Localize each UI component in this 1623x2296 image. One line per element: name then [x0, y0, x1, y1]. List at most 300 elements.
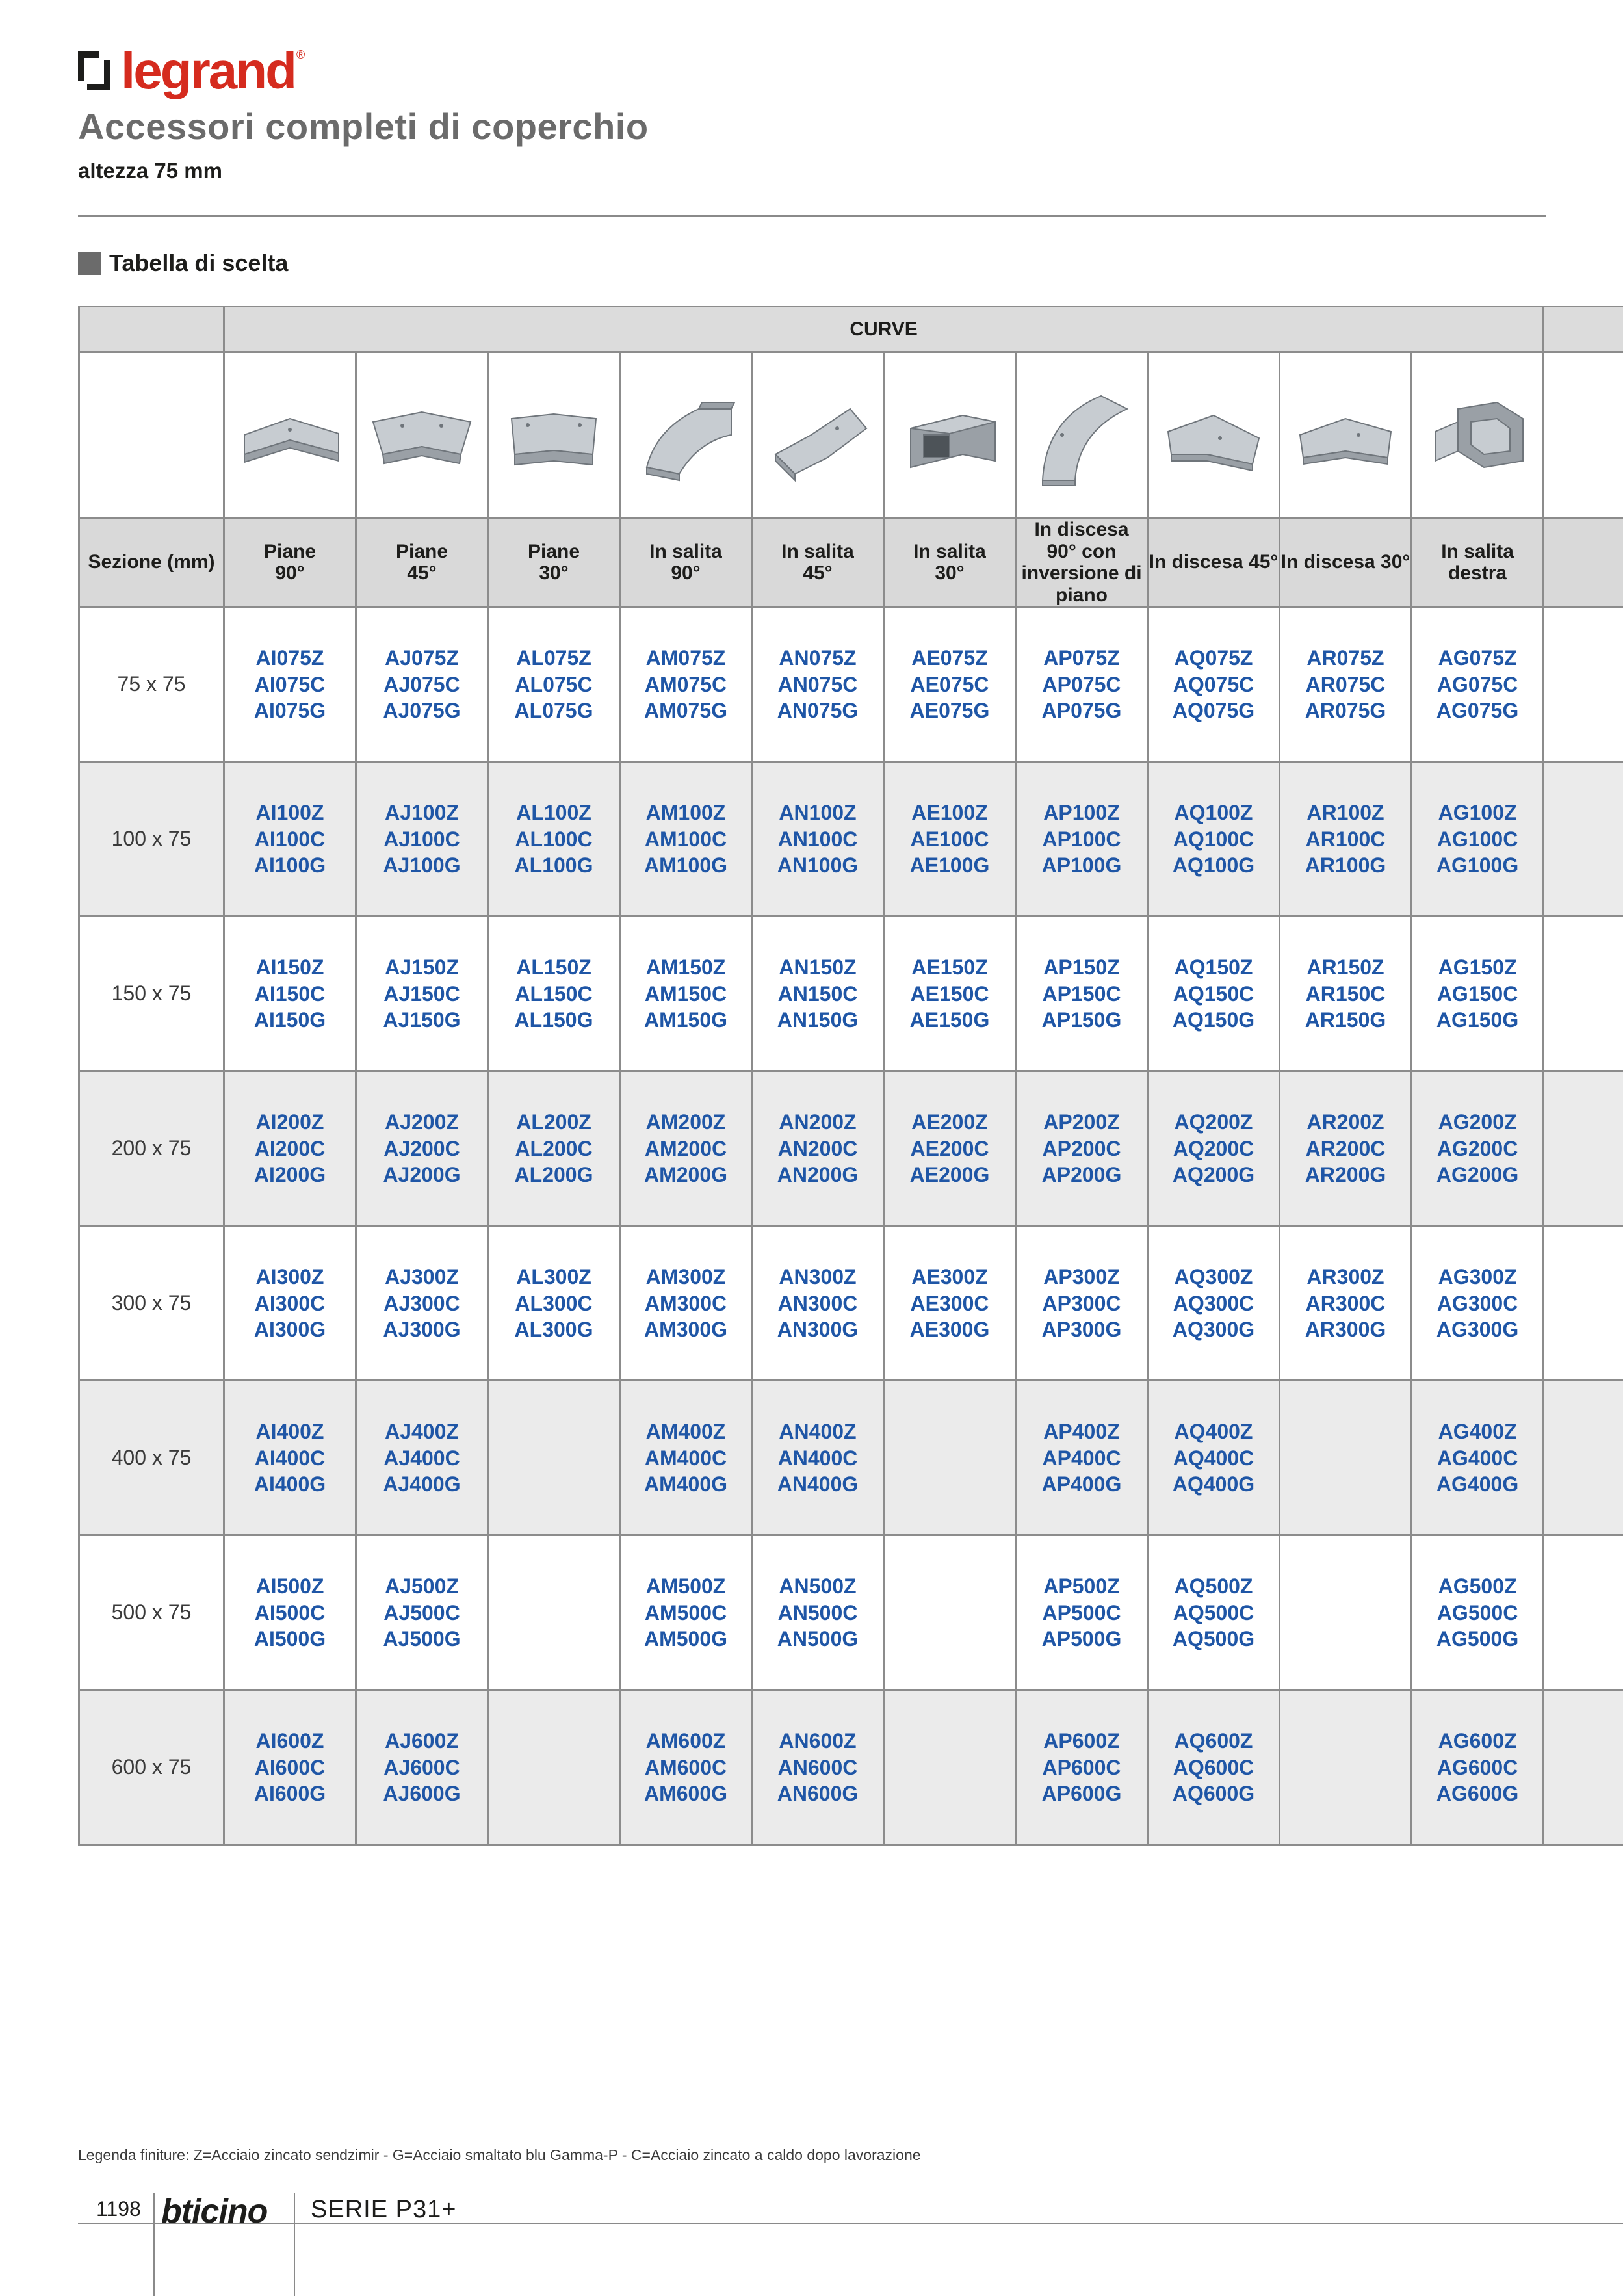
product-code[interactable]: AE150G — [909, 1008, 990, 1032]
product-code[interactable]: AQ600G — [1172, 1782, 1255, 1806]
product-code[interactable]: AM400C — [644, 1446, 727, 1470]
product-code[interactable]: AN200G — [777, 1163, 859, 1187]
product-code[interactable]: AG100C — [1436, 827, 1518, 851]
product-code[interactable]: AI500C — [254, 1600, 326, 1624]
extra-data-cell — [1544, 762, 1623, 917]
code-cell — [620, 1381, 752, 1535]
extra-data-cell — [1544, 1535, 1623, 1690]
code-cell — [224, 1690, 356, 1845]
product-code[interactable]: AM400Z — [645, 1419, 726, 1443]
product-code[interactable]: AQ400G — [1172, 1472, 1255, 1496]
code-cell — [1016, 762, 1148, 917]
product-code[interactable]: AN600Z — [779, 1729, 857, 1753]
product-code[interactable]: AP500Z — [1043, 1574, 1120, 1598]
product-code[interactable]: AP150G — [1041, 1008, 1122, 1032]
product-code[interactable]: AG075Z — [1438, 646, 1517, 670]
product-code[interactable]: AI150C — [254, 982, 326, 1006]
product-code[interactable]: AJ600G — [383, 1782, 461, 1806]
product-code[interactable]: AR200G — [1305, 1163, 1386, 1187]
product-code[interactable]: AJ075Z — [385, 646, 459, 670]
product-code[interactable]: AM300G — [643, 1318, 728, 1342]
product-code[interactable]: AR100G — [1305, 854, 1386, 878]
code-cell — [356, 607, 488, 762]
product-code[interactable]: AN500C — [777, 1600, 858, 1624]
product-code[interactable]: AL150Z — [516, 955, 591, 979]
product-code[interactable]: AR300C — [1305, 1291, 1386, 1315]
product-code[interactable]: AI100C — [254, 827, 326, 851]
product-code[interactable]: AL150C — [515, 982, 593, 1006]
product-code[interactable]: AJ100C — [383, 827, 460, 851]
product-code[interactable]: AE300C — [910, 1291, 989, 1315]
code-cell — [1412, 1381, 1544, 1535]
product-code[interactable]: AJ150Z — [385, 955, 459, 979]
product-code[interactable]: AL200G — [514, 1163, 593, 1187]
sezione-cell: 400 x 75 — [79, 1381, 224, 1535]
product-code[interactable]: AG150Z — [1438, 955, 1517, 979]
product-code[interactable]: AJ500G — [383, 1627, 461, 1651]
product-code[interactable]: AI200G — [253, 1163, 326, 1187]
product-code[interactable]: AM300C — [644, 1291, 727, 1315]
product-code[interactable]: AP500C — [1042, 1600, 1121, 1624]
brand-name: legrand — [121, 42, 295, 99]
product-code[interactable]: AR075C — [1305, 672, 1386, 696]
product-code[interactable]: AI075Z — [255, 646, 324, 670]
flat-30-elbow-icon — [489, 383, 619, 487]
product-code[interactable]: AN300C — [777, 1291, 858, 1315]
product-code[interactable]: AJ500Z — [385, 1574, 459, 1598]
product-code[interactable]: AE075C — [910, 672, 989, 696]
product-code[interactable]: AL200Z — [516, 1110, 591, 1134]
product-code[interactable]: AL075G — [514, 699, 593, 723]
sezione-cell: 500 x 75 — [79, 1535, 224, 1690]
product-code[interactable]: AM075Z — [645, 646, 726, 670]
code-cell — [1280, 1690, 1412, 1845]
product-code[interactable]: AN400G — [777, 1472, 859, 1496]
product-code[interactable]: AL200C — [515, 1136, 593, 1160]
product-code[interactable]: AL100G — [514, 854, 593, 878]
product-code[interactable]: AN100C — [777, 827, 858, 851]
product-code[interactable]: AR100C — [1305, 827, 1386, 851]
product-code[interactable]: AJ200G — [383, 1163, 461, 1187]
legrand-mark-icon — [78, 51, 114, 90]
product-code[interactable]: AN150C — [777, 982, 858, 1006]
product-code[interactable]: AJ300G — [383, 1318, 461, 1342]
product-code[interactable]: AE150C — [910, 982, 989, 1006]
product-code[interactable]: AN300Z — [779, 1264, 857, 1288]
product-code[interactable]: AQ500Z — [1174, 1574, 1253, 1598]
product-code[interactable]: AQ300C — [1173, 1291, 1254, 1315]
sezione-cell: 100 x 75 — [79, 762, 224, 917]
product-code[interactable]: AP400C — [1042, 1446, 1121, 1470]
code-cell — [1016, 1226, 1148, 1381]
code-cell — [884, 1071, 1016, 1226]
product-code[interactable]: AI100Z — [255, 800, 324, 824]
product-code[interactable]: AN200Z — [779, 1110, 857, 1134]
product-code[interactable]: AR200C — [1305, 1136, 1386, 1160]
product-code[interactable]: AG075G — [1436, 699, 1519, 723]
product-code[interactable]: AE200G — [909, 1163, 990, 1187]
product-code[interactable]: AN075C — [777, 672, 858, 696]
column-label: In discesa 30° — [1280, 518, 1412, 607]
product-code[interactable]: AN150G — [777, 1008, 859, 1032]
code-cell — [1280, 1535, 1412, 1690]
product-code[interactable]: AG100Z — [1438, 800, 1517, 824]
product-code[interactable]: AR300Z — [1306, 1264, 1384, 1288]
product-code[interactable]: AI400Z — [255, 1419, 324, 1443]
page-subtitle: altezza 75 mm — [78, 159, 222, 183]
product-code[interactable]: AI300G — [253, 1318, 326, 1342]
product-code[interactable]: AP200G — [1041, 1163, 1122, 1187]
product-code[interactable]: AR075Z — [1306, 646, 1384, 670]
product-code[interactable]: AR075G — [1305, 699, 1386, 723]
code-cell — [752, 607, 884, 762]
product-code[interactable]: AG400Z — [1438, 1419, 1517, 1443]
product-code[interactable]: AQ200G — [1172, 1163, 1255, 1187]
product-code[interactable]: AM400G — [643, 1472, 728, 1496]
product-image-cell — [620, 352, 752, 518]
product-code[interactable]: AJ100G — [383, 854, 461, 878]
product-code[interactable]: AJ400C — [383, 1446, 460, 1470]
outside-riser-90-inversion-icon — [1017, 383, 1147, 487]
product-code[interactable]: AM200Z — [645, 1110, 726, 1134]
product-code[interactable]: AI075G — [253, 699, 326, 723]
product-code[interactable]: AG400G — [1436, 1472, 1519, 1496]
product-code[interactable]: AQ600Z — [1174, 1729, 1253, 1753]
section-title: Tabella di scelta — [109, 250, 289, 276]
product-code[interactable]: AE100Z — [911, 800, 988, 824]
product-code[interactable]: AI300Z — [255, 1264, 324, 1288]
product-code[interactable]: AI300C — [254, 1291, 326, 1315]
product-code[interactable]: AG200C — [1436, 1136, 1518, 1160]
outside-riser-45-icon — [1149, 383, 1279, 487]
product-code[interactable]: AP075C — [1042, 672, 1121, 696]
code-cell — [752, 917, 884, 1071]
product-code[interactable]: AQ100C — [1173, 827, 1254, 851]
table-row — [79, 762, 1623, 917]
product-code[interactable]: AP300G — [1041, 1318, 1122, 1342]
product-code[interactable]: AG100G — [1436, 854, 1519, 878]
product-code[interactable]: AN600C — [777, 1755, 858, 1779]
product-code[interactable]: AQ075Z — [1174, 646, 1253, 670]
product-code[interactable]: AE100G — [909, 854, 990, 878]
code-cell — [752, 762, 884, 917]
product-code[interactable]: AP075Z — [1043, 646, 1120, 670]
product-code[interactable]: AG600G — [1436, 1782, 1519, 1806]
product-code[interactable]: AR150C — [1305, 982, 1386, 1006]
product-code[interactable]: AG200G — [1436, 1163, 1519, 1187]
code-cell — [620, 1226, 752, 1381]
product-code[interactable]: AJ200C — [383, 1136, 460, 1160]
product-code[interactable]: AR150Z — [1306, 955, 1384, 979]
extra-data-cell — [1544, 917, 1623, 1071]
legrand-logo — [78, 44, 305, 98]
product-code[interactable]: AI200C — [254, 1136, 326, 1160]
product-code[interactable]: AJ600Z — [385, 1729, 459, 1753]
product-code[interactable]: AP150C — [1042, 982, 1121, 1006]
product-code[interactable]: AL300C — [515, 1291, 593, 1315]
product-code[interactable]: AL075Z — [516, 646, 591, 670]
code-cell — [1016, 1690, 1148, 1845]
product-code[interactable]: AP075G — [1041, 699, 1122, 723]
product-code[interactable]: AN500G — [777, 1627, 859, 1651]
extra-header-cell — [1544, 307, 1623, 352]
product-code[interactable]: AG300C — [1436, 1291, 1518, 1315]
product-code[interactable]: AE300G — [909, 1318, 990, 1342]
product-code[interactable]: AN500Z — [779, 1574, 857, 1598]
product-code[interactable]: AG150C — [1436, 982, 1518, 1006]
product-code[interactable]: AL075C — [515, 672, 593, 696]
inside-riser-90-icon — [621, 383, 751, 487]
product-code[interactable]: AP400Z — [1043, 1419, 1120, 1443]
code-cell — [1412, 1535, 1544, 1690]
product-code[interactable]: AM600C — [644, 1755, 727, 1779]
product-code[interactable]: AQ400Z — [1174, 1419, 1253, 1443]
code-cell — [1280, 917, 1412, 1071]
product-code[interactable]: AI075C — [254, 672, 326, 696]
product-code[interactable]: AE200Z — [911, 1110, 988, 1134]
product-code[interactable]: AJ100Z — [385, 800, 459, 824]
product-code[interactable]: AN100Z — [779, 800, 857, 824]
product-code[interactable]: AQ600C — [1173, 1755, 1254, 1779]
table-row — [79, 1381, 1623, 1535]
product-code[interactable]: AM150G — [643, 1008, 728, 1032]
extra-data-cell — [1544, 1071, 1623, 1226]
product-code[interactable]: AP600C — [1042, 1755, 1121, 1779]
product-code[interactable]: AG075C — [1436, 672, 1518, 696]
product-code[interactable]: AM075C — [644, 672, 727, 696]
product-code[interactable]: AR200Z — [1306, 1110, 1384, 1134]
product-code[interactable]: AG400C — [1436, 1446, 1518, 1470]
code-cell — [224, 1226, 356, 1381]
product-code[interactable]: AQ200Z — [1174, 1110, 1253, 1134]
product-code[interactable]: AJ400G — [383, 1472, 461, 1496]
product-code[interactable]: AL300Z — [516, 1264, 591, 1288]
code-cell — [1412, 607, 1544, 762]
product-code[interactable]: AI600Z — [255, 1729, 324, 1753]
extra-image-cell — [1544, 352, 1623, 518]
code-cell — [488, 1381, 620, 1535]
product-code[interactable]: AG500Z — [1438, 1574, 1517, 1598]
code-cell — [884, 1381, 1016, 1535]
product-code[interactable]: AG600Z — [1438, 1729, 1517, 1753]
product-code[interactable]: AQ300G — [1172, 1318, 1255, 1342]
product-code[interactable]: AI400C — [254, 1446, 326, 1470]
product-code[interactable]: AL100C — [515, 827, 593, 851]
code-cell — [752, 1690, 884, 1845]
product-code[interactable]: AG300Z — [1438, 1264, 1517, 1288]
product-code[interactable]: AJ075C — [383, 672, 460, 696]
column-label: Piane 90° — [224, 518, 356, 607]
product-code[interactable]: AJ500C — [383, 1600, 460, 1624]
product-code[interactable]: AM100Z — [645, 800, 726, 824]
table-row — [79, 1071, 1623, 1226]
product-code[interactable]: AJ075G — [383, 699, 461, 723]
code-cell — [752, 1381, 884, 1535]
product-code[interactable]: AJ600C — [383, 1755, 460, 1779]
product-code[interactable]: AN600G — [777, 1782, 859, 1806]
product-code[interactable]: AG200Z — [1438, 1110, 1517, 1134]
product-code[interactable]: AM150C — [644, 982, 727, 1006]
product-code[interactable]: AR300G — [1305, 1318, 1386, 1342]
product-code[interactable]: AN400Z — [779, 1419, 857, 1443]
product-code[interactable]: AM100G — [643, 854, 728, 878]
code-cell — [1412, 1690, 1544, 1845]
product-code[interactable]: AQ200C — [1173, 1136, 1254, 1160]
right-riser-icon — [1412, 383, 1542, 487]
product-code[interactable]: AM200G — [643, 1163, 728, 1187]
product-code[interactable]: AQ100Z — [1174, 800, 1253, 824]
column-label: In salita destra — [1412, 518, 1544, 607]
code-cell — [620, 1535, 752, 1690]
product-code[interactable]: AN400C — [777, 1446, 858, 1470]
product-code[interactable]: AE100C — [910, 827, 989, 851]
product-code[interactable]: AM500C — [644, 1600, 727, 1624]
sezione-cell: 200 x 75 — [79, 1071, 224, 1226]
product-code[interactable]: AP400G — [1041, 1472, 1122, 1496]
product-code[interactable]: AG300G — [1436, 1318, 1519, 1342]
product-code[interactable]: AQ100G — [1172, 854, 1255, 878]
sezione-cell: 150 x 75 — [79, 917, 224, 1071]
code-cell — [488, 762, 620, 917]
code-cell — [884, 762, 1016, 917]
product-code[interactable]: AI150G — [253, 1008, 326, 1032]
code-cell — [1412, 762, 1544, 917]
product-code[interactable]: AM075G — [643, 699, 728, 723]
product-code[interactable]: AL300G — [514, 1318, 593, 1342]
extra-data-cell — [1544, 1226, 1623, 1381]
product-code[interactable]: AJ150G — [383, 1008, 461, 1032]
product-code[interactable]: AI400G — [253, 1472, 326, 1496]
product-code[interactable]: AQ075C — [1173, 672, 1254, 696]
product-code[interactable]: AM200C — [644, 1136, 727, 1160]
product-code[interactable]: AI600G — [253, 1782, 326, 1806]
product-code[interactable]: AR150G — [1305, 1008, 1386, 1032]
code-cell — [1148, 1690, 1280, 1845]
product-code[interactable]: AI500G — [253, 1627, 326, 1651]
product-code[interactable]: AM600G — [643, 1782, 728, 1806]
flat-90-elbow-icon — [225, 383, 355, 487]
product-code[interactable]: AQ150Z — [1174, 955, 1253, 979]
product-code[interactable]: AJ300C — [383, 1291, 460, 1315]
product-code[interactable]: AL100Z — [516, 800, 591, 824]
product-code[interactable]: AQ150C — [1173, 982, 1254, 1006]
code-cell — [884, 1690, 1016, 1845]
product-code[interactable]: AP300C — [1042, 1291, 1121, 1315]
product-image-cell — [1016, 352, 1148, 518]
product-code[interactable]: AI500Z — [255, 1574, 324, 1598]
footer-separator — [294, 2193, 295, 2296]
column-label-row — [79, 518, 1623, 607]
product-code[interactable]: AM150Z — [645, 955, 726, 979]
product-code[interactable]: AN075Z — [779, 646, 857, 670]
product-code[interactable]: AM500G — [643, 1627, 728, 1651]
product-code[interactable]: AJ150C — [383, 982, 460, 1006]
sezione-cell: 600 x 75 — [79, 1690, 224, 1845]
product-code[interactable]: AP200C — [1042, 1136, 1121, 1160]
column-label: In salita 45° — [752, 518, 884, 607]
product-code[interactable]: AM600Z — [645, 1729, 726, 1753]
code-cell — [1016, 607, 1148, 762]
section-square-icon — [78, 252, 101, 275]
product-code[interactable]: AQ500C — [1173, 1600, 1254, 1624]
product-code[interactable]: AP600Z — [1043, 1729, 1120, 1753]
code-cell — [620, 607, 752, 762]
group-header-row — [79, 307, 1623, 352]
product-code[interactable]: AM300Z — [645, 1264, 726, 1288]
column-label: In discesa 90° con inversione di piano — [1016, 518, 1148, 607]
code-cell — [884, 1535, 1016, 1690]
product-code[interactable]: AN150Z — [779, 955, 857, 979]
product-code[interactable]: AQ150G — [1172, 1008, 1255, 1032]
product-code[interactable]: AN200C — [777, 1136, 858, 1160]
product-code[interactable]: AP300Z — [1043, 1264, 1120, 1288]
code-cell — [1148, 607, 1280, 762]
product-code[interactable]: AQ400C — [1173, 1446, 1254, 1470]
code-cell — [1148, 917, 1280, 1071]
product-code[interactable]: AE200C — [910, 1136, 989, 1160]
product-code[interactable]: AR100Z — [1306, 800, 1384, 824]
product-code[interactable]: AG150G — [1436, 1008, 1519, 1032]
product-code[interactable]: AJ400Z — [385, 1419, 459, 1443]
product-code[interactable]: AG600C — [1436, 1755, 1518, 1779]
code-cell — [356, 1690, 488, 1845]
product-code[interactable]: AL150G — [514, 1008, 593, 1032]
code-cell — [356, 1381, 488, 1535]
code-cell — [1280, 1226, 1412, 1381]
code-cell — [884, 917, 1016, 1071]
table-row — [79, 607, 1623, 762]
product-code[interactable]: AI150Z — [255, 955, 324, 979]
product-code[interactable]: AM500Z — [645, 1574, 726, 1598]
product-code[interactable]: AP500G — [1041, 1627, 1122, 1651]
code-cell — [224, 1381, 356, 1535]
product-code[interactable]: AQ300Z — [1174, 1264, 1253, 1288]
code-cell — [1016, 917, 1148, 1071]
product-code[interactable]: AP600G — [1041, 1782, 1122, 1806]
product-code[interactable]: AP100G — [1041, 854, 1122, 878]
product-code[interactable]: AJ300Z — [385, 1264, 459, 1288]
product-code[interactable]: AE075Z — [911, 646, 988, 670]
product-code[interactable]: AE150Z — [911, 955, 988, 979]
code-cell — [1412, 1071, 1544, 1226]
code-cell — [356, 917, 488, 1071]
product-code[interactable]: AN300G — [777, 1318, 859, 1342]
product-code[interactable]: AM100C — [644, 827, 727, 851]
product-code[interactable]: AP100Z — [1043, 800, 1120, 824]
product-code[interactable]: AN100G — [777, 854, 859, 878]
product-code[interactable]: AJ200Z — [385, 1110, 459, 1134]
product-code[interactable]: AI100G — [253, 854, 326, 878]
product-code[interactable]: AN075G — [777, 699, 859, 723]
product-code[interactable]: AP150Z — [1043, 955, 1120, 979]
code-cell — [224, 762, 356, 917]
product-image-row — [79, 352, 1623, 518]
blank-image-cell — [79, 352, 224, 518]
product-code[interactable]: AI600C — [254, 1755, 326, 1779]
product-code[interactable]: AG500G — [1436, 1627, 1519, 1651]
column-label: In discesa 45° — [1148, 518, 1280, 607]
product-image-cell — [884, 352, 1016, 518]
product-code[interactable]: AE075G — [909, 699, 990, 723]
product-code[interactable]: AP100C — [1042, 827, 1121, 851]
product-code[interactable]: AG500C — [1436, 1600, 1518, 1624]
product-code[interactable]: AI200Z — [255, 1110, 324, 1134]
product-code[interactable]: AQ075G — [1172, 699, 1255, 723]
product-code[interactable]: AP200Z — [1043, 1110, 1120, 1134]
header-divider — [78, 215, 1546, 217]
product-code[interactable]: AQ500G — [1172, 1627, 1255, 1651]
product-code[interactable]: AE300Z — [911, 1264, 988, 1288]
